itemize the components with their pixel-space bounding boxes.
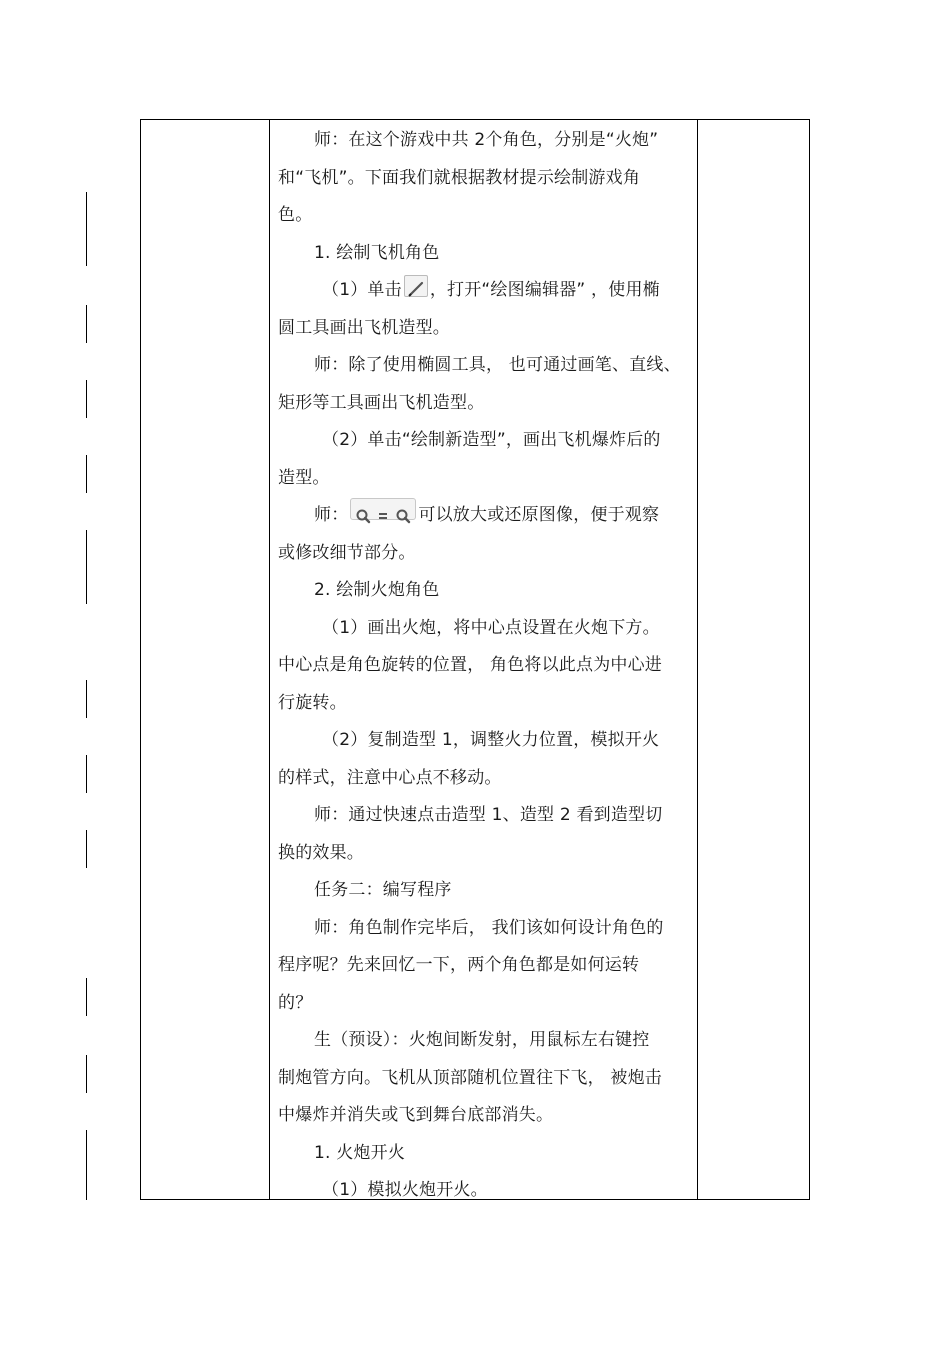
text-line: 生（预设）：火炮间断发射，用鼠标左右键控 xyxy=(314,1030,650,1050)
margin-bar xyxy=(86,530,87,604)
text-segment: 师： xyxy=(314,505,349,525)
text-line: 或修改细节部分。 xyxy=(278,542,416,563)
text-line xyxy=(278,497,696,535)
margin-bar xyxy=(86,1055,87,1093)
text-line xyxy=(278,272,696,310)
text-line: 师：角色制作完毕后， 我们该如何设计角色的 xyxy=(314,917,664,938)
margin-bar xyxy=(86,192,87,266)
margin-bar xyxy=(86,755,87,793)
margin-bar xyxy=(86,380,87,418)
text-segment: ，打开“绘图编辑器” ，使用椭 xyxy=(429,280,660,300)
margin-bar xyxy=(86,455,87,493)
lesson-content xyxy=(278,122,696,1210)
text-line: 2. 绘制火炮角色 xyxy=(314,580,440,600)
text-line: 1. 火炮开火 xyxy=(314,1142,406,1163)
text-segment: 可以放大或还原图像，便于观察 xyxy=(418,505,660,525)
text-line: 任务二：编写程序 xyxy=(314,880,452,900)
margin-bar xyxy=(86,830,87,868)
pencil-icon xyxy=(404,275,428,297)
text-line: 造型。 xyxy=(278,467,330,488)
margin-bar xyxy=(86,680,87,718)
text-line: 色。 xyxy=(278,205,313,225)
zoom-buttons-icon xyxy=(350,498,416,520)
column-divider xyxy=(269,120,270,1199)
text-line: 的样式，注意中心点不移动。 xyxy=(278,767,502,788)
text-line: （2）复制造型 1，调整火力位置，模拟开火 xyxy=(322,730,660,750)
zoom-out-icon xyxy=(355,501,371,517)
zoom-in-icon xyxy=(395,501,411,517)
margin-bar xyxy=(86,1130,87,1200)
margin-bar xyxy=(86,305,87,343)
text-line: 中心点是角色旋转的位置， 角色将以此点为中心进 xyxy=(278,655,663,675)
text-line: （1）模拟火炮开火。 xyxy=(322,1180,488,1200)
text-line: 的？ xyxy=(278,992,313,1013)
equals-icon xyxy=(377,501,389,517)
margin-bar xyxy=(86,978,87,1016)
text-line: 师：在这个游戏中共 2个角色，分别是“火炮” xyxy=(314,130,659,150)
text-line: （2）单击“绘制新造型”，画出飞机爆炸后的 xyxy=(322,430,661,450)
text-line: 师：除了使用椭圆工具， 也可通过画笔、直线、 xyxy=(314,355,681,375)
text-line: 圆工具画出飞机造型。 xyxy=(278,317,450,338)
column-divider xyxy=(697,120,698,1199)
text-line: 换的效果。 xyxy=(278,842,364,863)
text-line: 矩形等工具画出飞机造型。 xyxy=(278,392,485,413)
text-line: 制炮管方向。飞机从顶部随机位置往下飞， 被炮击 xyxy=(278,1067,663,1088)
text-line: （1）画出火炮，将中心点设置在火炮下方。 xyxy=(322,617,660,638)
text-line: 师：通过快速点击造型 1、造型 2 看到造型切 xyxy=(314,805,663,825)
text-line: 行旋转。 xyxy=(278,692,347,713)
text-line: 程序呢？先来回忆一下，两个角色都是如何运转 xyxy=(278,955,640,975)
text-line: 和“飞机”。下面我们就根据教材提示绘制游戏角 xyxy=(278,167,641,188)
lesson-table xyxy=(140,119,810,1200)
text-line: 1. 绘制飞机角色 xyxy=(314,242,440,263)
text-segment: （1）单击 xyxy=(322,280,402,300)
text-line: 中爆炸并消失或飞到舞台底部消失。 xyxy=(278,1105,554,1125)
